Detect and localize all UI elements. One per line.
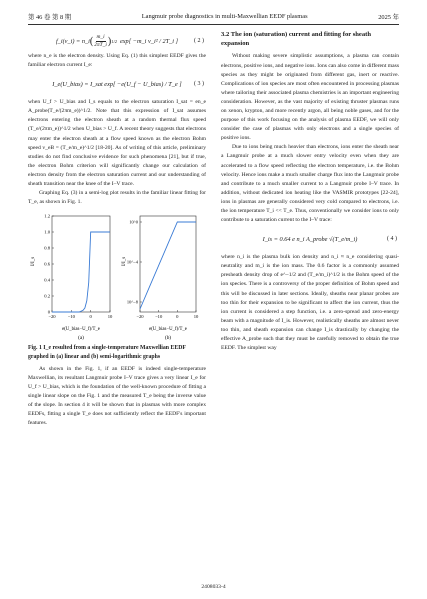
- panel-b-series-line: [140, 222, 196, 309]
- eq3-number: ( 3 ): [194, 81, 204, 88]
- panel-b-xtick-label: 10: [193, 314, 199, 320]
- panel-a-marks: [44, 214, 113, 319]
- panel-a-ytick-label: 0.6: [44, 261, 50, 267]
- paragraph-saturation: when U_f > U_bias and I_s equals to the electron saturation I_sat = en_e A_probe(T_e/(2πm_e))^1/2. Note that this expression of I_sat assumes electrons entering the electron sheath at a random thermal flux speed (T_e/(2πm_e))^1/2 when U_bias > U_f. A recent theory suggests that electrons may enter the electron sheath at a flow speed known as the electron Bohm speed v_eB = (T_e/m_e)^1/2 [18-20]. As of writing of this article, preliminary studies do not find conclusive evidence for such phenomena [21], but if true, the electron Bohm criterion will significantly change our calculation of electron density from the electron saturation current and our understanding of sheath transition near the knee of the I–V trace.: [28, 99, 206, 188]
- eq2-rhs: exp[ −m_i v_i² / 2T_i ]: [119, 37, 179, 45]
- panel-b-xtick-label: −10: [155, 314, 163, 320]
- paragraph-eedf-intro: where n_e is the electron density. Using Eq. (1) this simplest EEDF gives the familiar electron current I_e:: [28, 53, 206, 69]
- panel-a-series-line: [52, 232, 110, 312]
- panel-a-label: (a): [78, 335, 84, 342]
- journal-year: 2025 年: [378, 13, 399, 21]
- figure-1-graphs: [28, 210, 206, 342]
- panel-a-frame: [52, 216, 110, 312]
- panel-a-xtick-label: −10: [67, 314, 75, 320]
- header-rule: [28, 24, 399, 25]
- eq4-number: ( 4 ): [387, 236, 397, 243]
- panel-b-frame: [140, 216, 196, 312]
- equation-2: f_i(v_i) = n_i ( $\frac{m\_i}{2\pi T\_i}$ ) 1/2 exp[ −m_i v_i² / 2T_i ] ( 2 ): [55, 34, 204, 48]
- paragraph-semilog: Graphing Eq. (3) in a semi-log plot results in the familiar linear fitting for T_e, as shown in Fig. 1.: [28, 190, 206, 206]
- eq4-body: I_is = 0.64 e n_i A_probe √(T_e/m_i): [262, 235, 358, 243]
- eq2-frac-num: m_i: [96, 34, 105, 41]
- panel-a-ytick-label: 0.2: [44, 293, 50, 299]
- panel-b-xtick-label: 0: [176, 314, 179, 320]
- equation-4: [221, 225, 399, 253]
- eq2-number: ( 2 ): [194, 38, 204, 44]
- panel-a-xtick-label: 10: [107, 314, 113, 320]
- panel-a-ytick-label: 1.2: [44, 213, 50, 219]
- panel-a-xlabel: e(U_bias−U_f)/T_e: [62, 327, 100, 333]
- paragraph-ion-species: Without making severe simplistic assumptions, a plasma can contain electrons, positive ions, and negative ions. Ions can also come in different mass species as they might be originated from different gas, inert or reactive. Complications of ion species are most often encountered in processing plasmas where tailoring their associated plasma chemistries is an important engineering consideration. However, as the vast majority of existing thruster plasmas runs on xenon, krypton, and more recently argon, all being noble gases, and for the purpose of this work focusing on the analysis of plasma EEDF, we will only consider the case of plasmas with only electrons and a single species of positive ions.: [221, 53, 399, 142]
- page-number: 2408033-4: [201, 584, 226, 590]
- panel-b-label: (b): [164, 335, 172, 342]
- figure-1-caption: Fig. 1 I_e resulted from a single-temperature Maxwellian EEDF graphed in (a) linear and (b) semi-logarithmic graphs: [28, 345, 186, 360]
- left-column: [28, 30, 206, 428]
- panel-a-xtick-label: 0: [89, 314, 92, 320]
- panel-b-xlabel: e(U_bias−U_f)/T_e: [149, 327, 187, 333]
- journal-volume: 第 46 卷 第 8 期: [28, 13, 72, 21]
- panel-b-ytick-label: 10^−4: [126, 259, 138, 265]
- panel-a-ylabel: I/I_s: [31, 257, 36, 267]
- panel-b-ylabel: I/I_s: [122, 257, 127, 267]
- figure-1: [28, 210, 206, 342]
- eq3-body: I_e(U_bias) = I_sat exp[ −e(U_f − U_bias) / T_e ]: [52, 80, 182, 88]
- panel-b-ytick-label: 10^0: [129, 219, 138, 225]
- eq2-fraction: [94, 34, 107, 47]
- panel-b-xtick-label: −20: [136, 314, 144, 320]
- section-heading-3-2: 3.2 The ion (saturation) current and fitting for sheath expansion: [221, 31, 372, 48]
- panel-a-ytick-label: 0: [47, 309, 50, 315]
- eq2-frac-den: 2πT_i: [94, 41, 107, 48]
- paragraph-ion-current: Due to ions being much heavier than electrons, ions enter the sheath near a Langmuir probe at a much slower entry velocity even when they are accelerated to a flow speed reflecting the electron temperature, i.e. the Bohm velocity. Hence ions make a much smaller charge flux into the Langmuir probe and contribute to a much smaller current to a Langmuir probe I–V trace. In addition, without dedicated ion heating like the VASMIR prototypes [22-24], ions in plasmas are generally considered very cold compared to electrons, i.e. the ion temperature T_i << T_e. Thus, conventionally we consider ions to only contribute to a saturation current to the I–V trace:: [221, 144, 399, 224]
- eq2-power: 1/2: [111, 38, 117, 44]
- panel-a-ytick-label: 1.0: [44, 229, 50, 235]
- eq2-lhs: f_i(v_i) = n_i: [55, 37, 90, 45]
- panel-a-xtick-label: −20: [48, 314, 56, 320]
- paragraph-bohm-speed: where n_i is the plasma bulk ion density and n_i ≈ n_e considering quasi-neutrality and m_i is the ion mass. The 0.6 factor is a commonly assumed presheath density drop of e^−1/2 and (T_e/m_i)^1/2 is the Bohm speed of the ion species. There is a controversy of the proper definition of Bohm speed and this will be discussed in later sections. Ideally, sheaths near planar probes are too thin for their expansion to be significant to affect the ion current, thus the ion current is considered a step function, i.e. a zero-spread and zero-energy beam with a magnitude of I_is. However, realistically sheaths are almost never too thin, and sheath expansion can change I_is drastically by changing the effective A_probe such that they must be carefully removed to obtain the true EEDF. The simplest way: [221, 254, 399, 352]
- panel-a-ytick-label: 0.8: [44, 245, 50, 251]
- paragraph-fig1-discussion: As shown in the Fig. 1, if an EEDF is indeed single-temperature Maxwellian, its resultant Langmuir probe I–V trace gives a very linear I_e for U_f > U_bias, which is the foundation of the well-known procedure of fitting a single linear slope on the Fig. 1 and the measured T_e being the inverse value of the slope. In section 4 it will be shown that in plasmas with more complex EEDFs, fitting a single T_e does not sufficiently reflect the EEDF's important features.: [28, 365, 206, 427]
- equation-3: [28, 70, 206, 98]
- panel-b-marks: [127, 220, 199, 319]
- panel-a-ytick-label: 0.4: [44, 277, 50, 283]
- panel-b-ytick-label: 10^−8: [126, 299, 138, 305]
- right-column: [221, 30, 399, 353]
- running-header: [28, 10, 399, 22]
- running-title: Langmuir probe diagnostics in multi-Maxwellian EEDF plasmas: [141, 12, 308, 20]
